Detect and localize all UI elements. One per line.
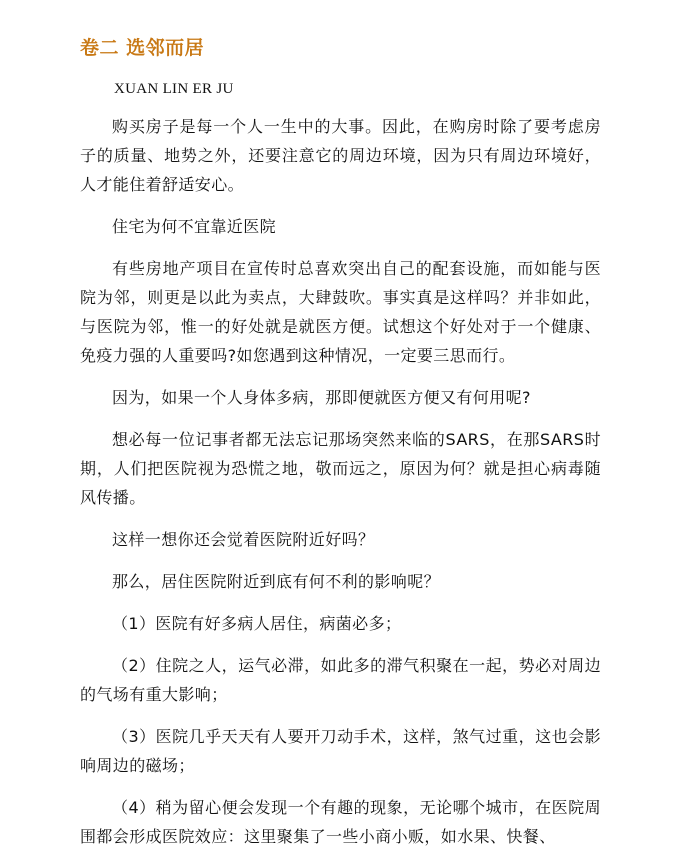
- section-heading: 住宅为何不宜靠近医院: [112, 217, 277, 236]
- chapter-title: 卷二 选邻而居: [80, 37, 205, 59]
- paragraph: 有些房地产项目在宣传时总喜欢突出自己的配套设施，而如能与医院为邻，则更是以此为卖点，大肆鼓吹。事实真是这样吗？并非如此，与医院为邻，惟一的好处就是就医方便。试想这个好处对于一个健康、免疫力强的人重要吗?如您遇到这种情况，一定要三思而行。: [80, 259, 601, 365]
- list-item: （2）住院之人，运气必滞，如此多的滞气积聚在一起，势必对周边的气场有重大影响；: [80, 656, 601, 704]
- list-item: （3）医院几乎天天有人要开刀动手术，这样，煞气过重，这也会影响周边的磁场；: [80, 727, 601, 775]
- list-item: （1）医院有好多病人居住，病菌必多；: [112, 614, 402, 633]
- paragraph-intro: 购买房子是每一个人一生中的大事。因此，在购房时除了要考虑房子的质量、地势之外，还要注意它的周边环境，因为只有周边环境好，人才能住着舒适安心。: [80, 117, 601, 194]
- list-item: （4）稍为留心便会发现一个有趣的现象，无论哪个城市，在医院周围都会形成医院效应：这里聚集了一些小商小贩，如水果、快餐、: [80, 798, 601, 846]
- chapter-pinyin: XUAN LIN ER JU: [114, 81, 234, 97]
- paragraph: 想必每一位记事者都无法忘记那场突然来临的SARS，在那SARS时期，人们把医院视为恐慌之地，敬而远之，原因为何？就是担心病毒随风传播。: [80, 430, 601, 507]
- paragraph: 那么，居住医院附近到底有何不利的影响呢？: [112, 572, 441, 591]
- paragraph: 这样一想你还会觉着医院附近好吗？: [112, 530, 375, 549]
- paragraph: 因为，如果一个人身体多病，那即便就医方便又有何用呢?: [112, 388, 531, 407]
